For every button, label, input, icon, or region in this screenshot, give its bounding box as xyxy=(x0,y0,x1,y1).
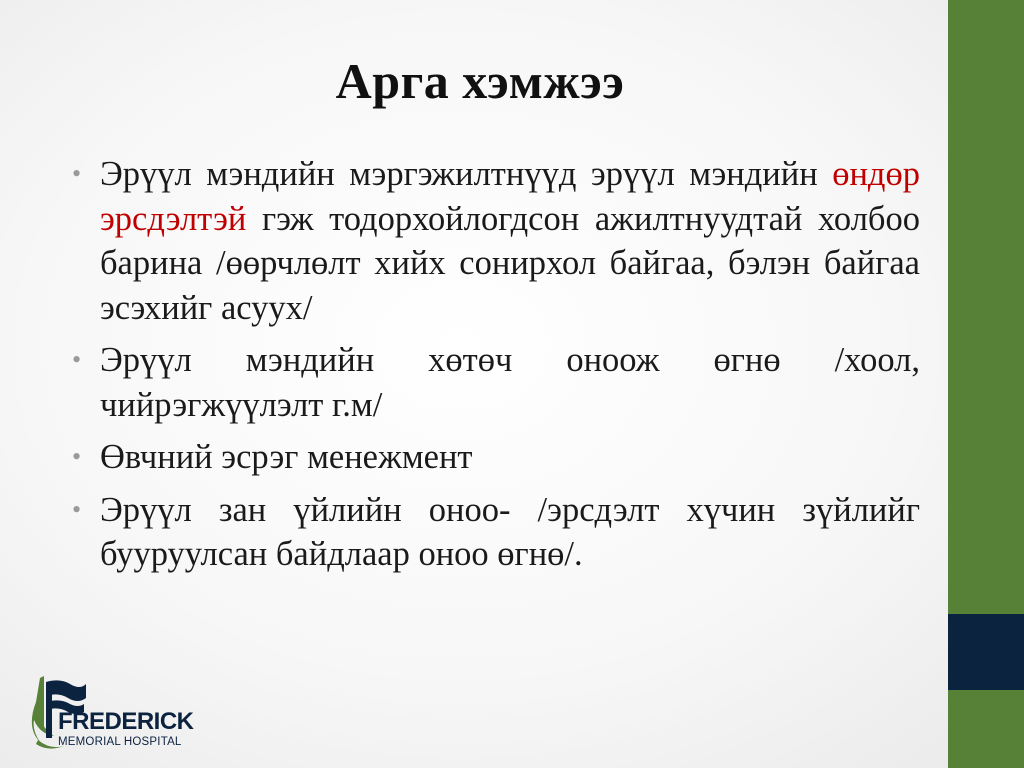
bullet-text: гэж тодорхойлогдсон ажилтнуудтай холбоо барина /өөрчлөлт хийх сонирхол байгаа, бэлэн байгаа эсэхийг асуух/ xyxy=(100,199,920,327)
bullet-item xyxy=(72,488,920,577)
bullet-item xyxy=(72,435,920,480)
bullet-text: Эрүүл мэндийн мэргэжилтнүүд эрүүл мэндийн xyxy=(100,155,833,193)
logo-name: FREDERICK xyxy=(58,708,194,735)
bullet-text: Өвчний эсрэг менежмент xyxy=(100,438,473,476)
bullet-dot-icon: • xyxy=(72,159,82,188)
bullet-text: Эрүүл мэндийн хөтөч оноож өгнө /хоол, чийрэгжүүлэлт г.м/ xyxy=(100,341,920,424)
hospital-logo xyxy=(30,672,230,758)
bullet-text: Эрүүл зан үйлийн оноо- /эрсдэлт хүчин зүйлийг бууруулсан байдлаар оноо өгнө/. xyxy=(100,490,920,573)
bullet-dot-icon: • xyxy=(72,345,82,374)
bullet-item xyxy=(72,338,920,427)
bullet-item xyxy=(72,152,920,330)
bullet-dot-icon: • xyxy=(72,442,82,471)
sidebar-navy-block xyxy=(948,614,1024,690)
slide-title: Арга хэмжээ xyxy=(335,53,625,109)
bullet-dot-icon: • xyxy=(72,494,82,524)
logo-subtitle: MEMORIAL HOSPITAL xyxy=(58,736,182,748)
bullet-highlight-text: өндөр эрсдэлтэй xyxy=(100,155,920,238)
bullet-list xyxy=(72,152,920,585)
